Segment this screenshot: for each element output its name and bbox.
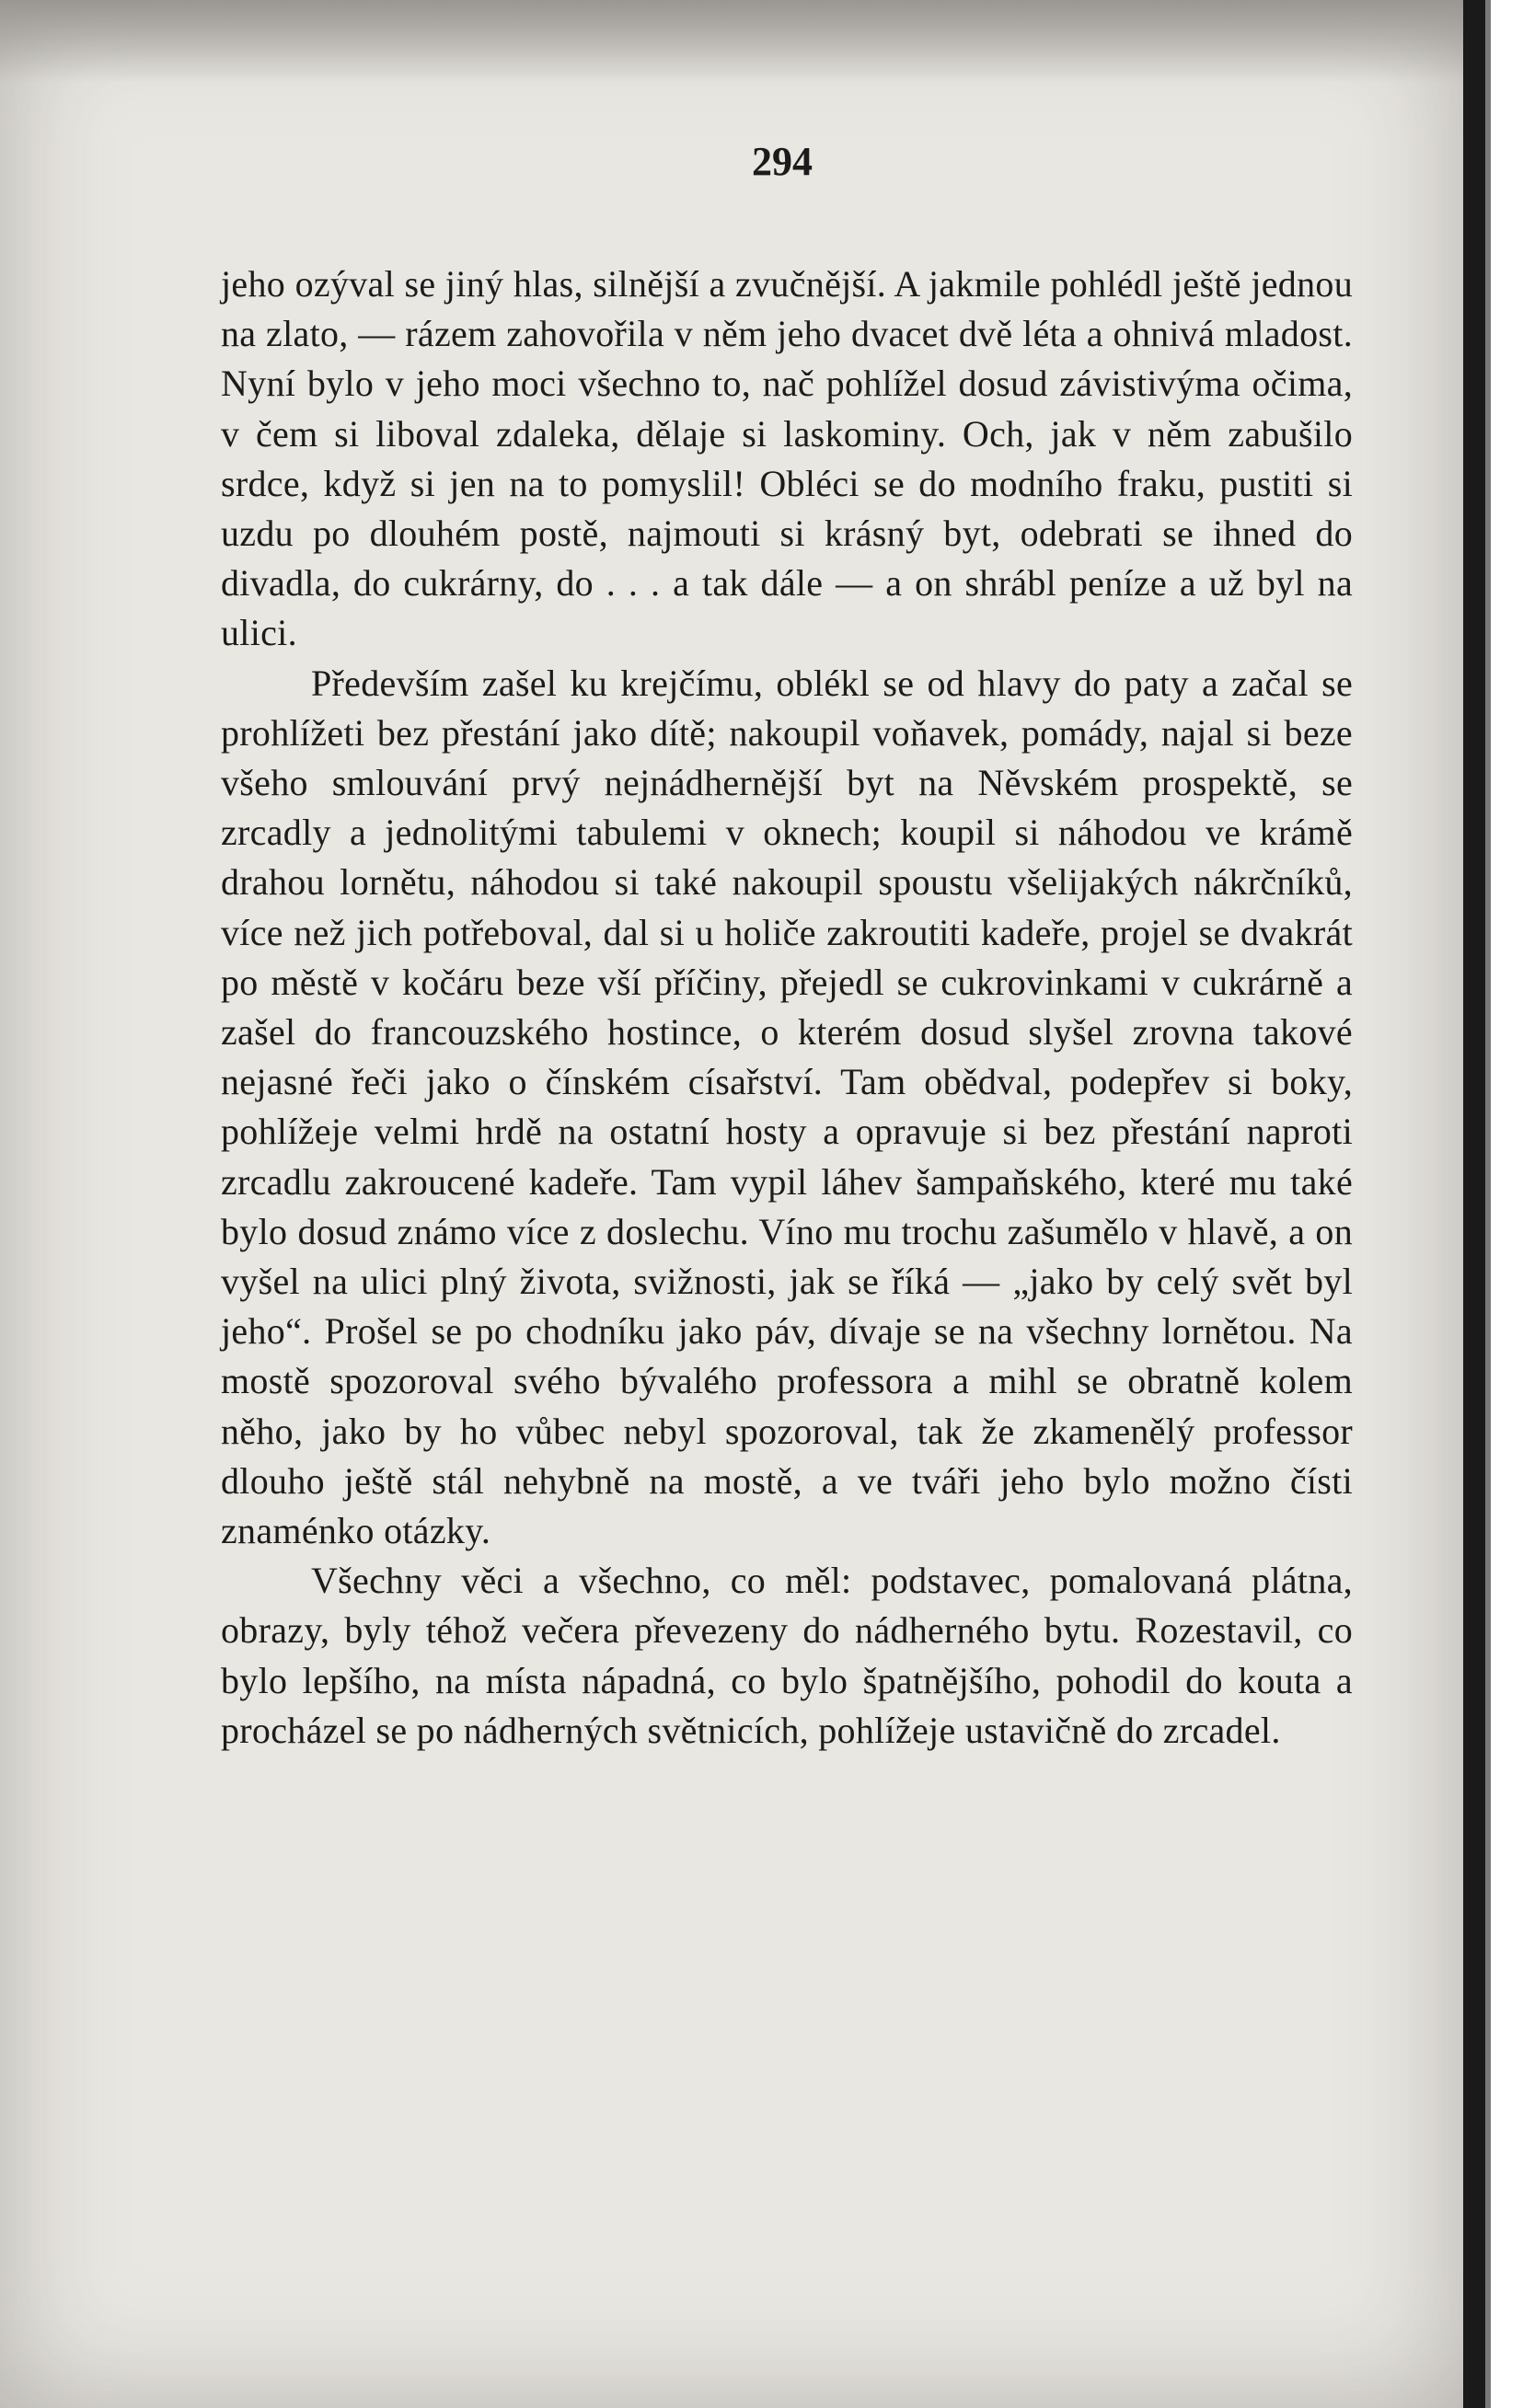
page-number: 294 — [752, 139, 813, 184]
paragraph-1: jeho ozýval se jiný hlas, silnější a zvučnější. A jakmile pohlédl ještě jednou na zlato, — rázem zahovořila v něm jeho dvacet dvě léta a ohnivá mladost. Nyní bylo v jeho moci všechno to, nač pohlížel dosud závistivýma očima, v čem si liboval zdaleka, dělaje si laskominy. Och, jak v něm zabušilo srdce, když si jen na to pomyslil! Obléci se do modního fraku, pustiti si uzdu po dlouhém postě, najmouti si krásný byt, odebrati se ihned do divadla, do cukrárny, do . . . a tak dále — a on shrábl peníze a už byl na ulici. — [221, 263, 1353, 654]
page-binding-edge — [1463, 0, 1485, 2408]
paragraph-3: Všechny věci a všechno, co měl: podstavec, pomalovaná plátna, obrazy, byly téhož večera převezeny do nádherného bytu. Rozestavil, co bylo lepšího, na místa nápadná, co bylo špatnějšího, pohodil do kouta a procházel se po nádherných světnicích, pohlížeje ustavičně do zrcadel. — [221, 1560, 1353, 1751]
page-top-shadow — [0, 0, 1463, 83]
next-page-edge — [1485, 0, 1491, 2408]
paragraph-2: Především zašel ku krejčímu, oblékl se od hlavy do paty a začal se prohlížeti bez přestání jako dítě; nakoupil voňavek, pomády, najal si beze všeho smlouvání prvý nejnádhernější byt na Něvském prospektě, se zrcadly a jednolitými tabulemi v oknech; koupil si náhodou ve krámě drahou lornětu, náhodou si také nakoupil spoustu všelijakých nákrčníků, více než jich potřeboval, dal si u holiče zakroutiti kadeře, projel se dvakrát po městě v kočáru beze vší příčiny, přejedl se cukrovinkami v cukrárně a zašel do francouzského hostince, o kterém dosud slyšel zrovna takové nejasné řeči jako o čínském císařství. Tam obědval, podepřev si boky, pohlížeje velmi hrdě na ostatní hosty a opravuje si bez přestání naproti zrcadlu zakroucené kadeře. Tam vypil láhev šampaňského, které mu také bylo dosud známo více z doslechu. Víno mu trochu zašumělo v hlavě, a on vyšel na ulici plný života, svižnosti, jak se říká — „jako by celý svět byl jeho“. Prošel se po chodníku jako páv, dívaje se na všechny lornětou. Na mostě spozoroval svého bývalého professora a mihl se obratně kolem něho, jako by ho vůbec nebyl spozoroval, tak že zkamenělý professor dlouho ještě stál nehybně na mostě, a ve tváři jeho bylo možno čísti znaménko otázky. — [221, 662, 1353, 1552]
body-text — [221, 259, 1353, 1756]
